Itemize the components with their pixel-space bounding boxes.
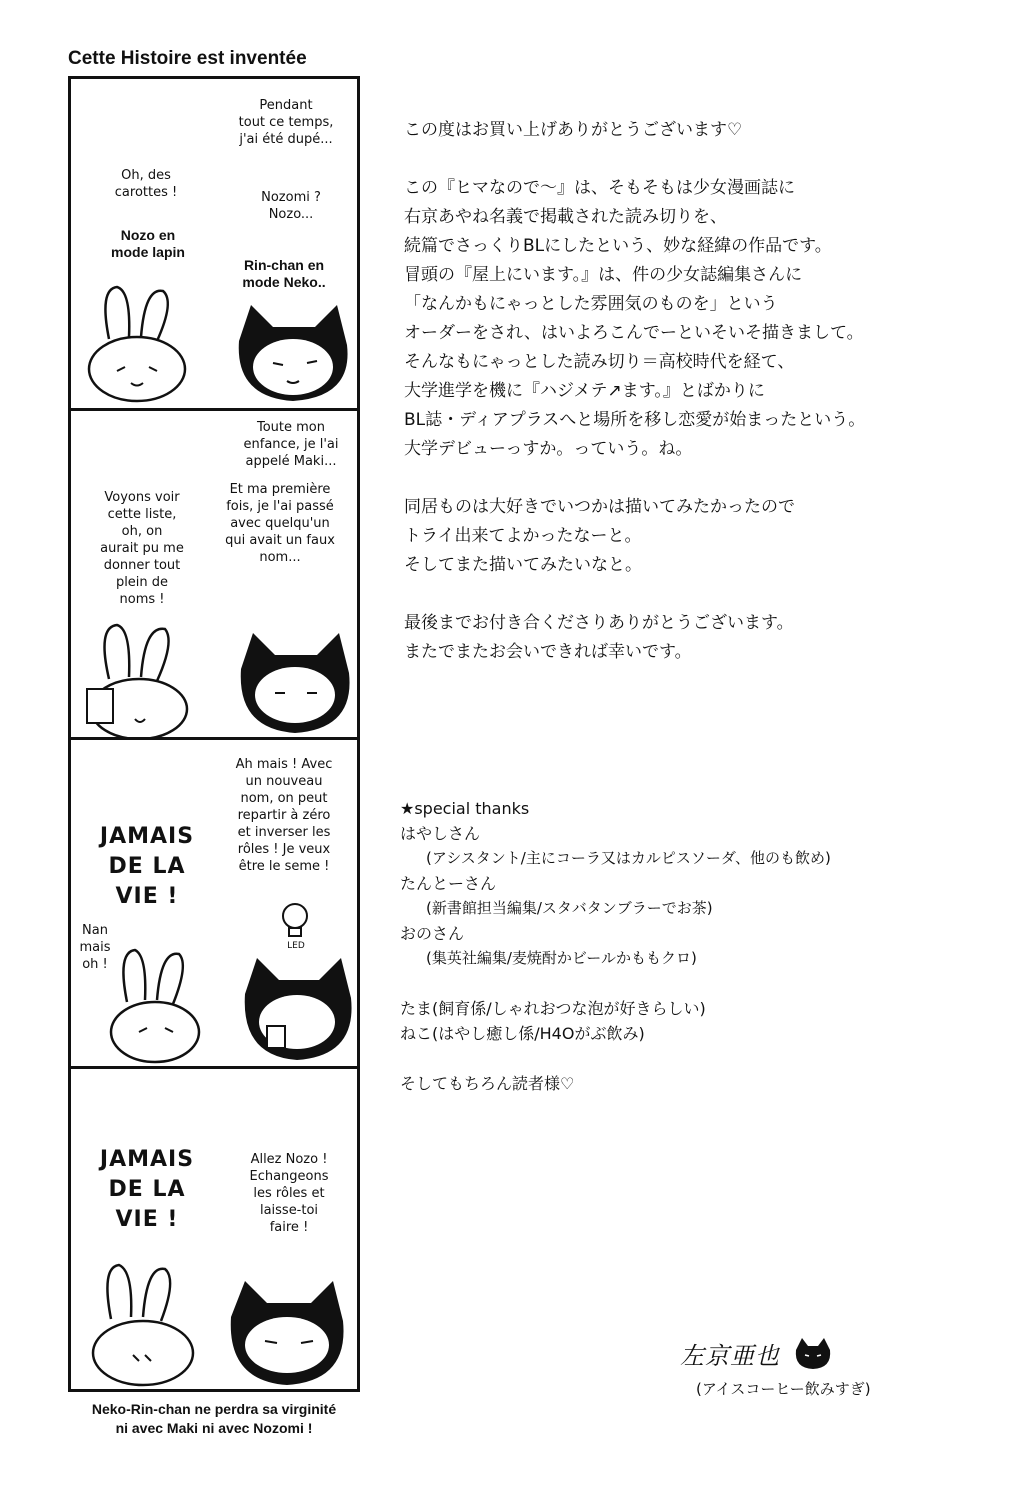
afterword-line: オーダーをされ、はいよろこんでーといそいそ描きまして。 — [404, 323, 864, 343]
thanks-row: はやしさん — [400, 824, 481, 843]
cat-character-drawing — [221, 1277, 357, 1389]
afterword-line: 大学デビューっすか。っていう。ね。 — [404, 439, 693, 459]
thanks-row: (新書館担当編集/スタバタンブラーでお茶) — [426, 899, 713, 917]
afterword-line: 右京あやね名義で掲載された読み切りを、 — [404, 207, 727, 227]
afterword-line: BL誌・ディアプラスへと場所を移し恋愛が始まったという。 — [404, 410, 866, 430]
strip-caption: Neko-Rin-chan ne perdra sa virginité ni avec Maki ni avec Nozomi ! — [91, 1401, 337, 1436]
speech-bubble: Et ma première fois, je l'ai passé avec quelqu'un qui avait un faux nom... — [225, 482, 335, 565]
thanks-row: たんとーさん — [400, 874, 497, 893]
comic-panel-1 — [71, 79, 357, 408]
thanks-heading: ★special thanks — [400, 799, 530, 818]
afterword-line: この度はお買い上げありがとうございます♡ — [404, 120, 743, 140]
caption-note: Rin-chan en mode Neko.. — [242, 257, 326, 290]
afterword-line: 最後までお付き合くださりありがとうございます。 — [404, 613, 794, 633]
afterword-line: 続篇でさっくりBLにしたという、妙な経緯の作品です。 — [404, 236, 832, 256]
afterword-line: この『ヒマなので～』は、そもそもは少女漫画誌に — [404, 178, 795, 198]
speech-bubble: Ah mais ! Avec un nouveau nom, on peut repartir à zéro et inverser les rôles ! Je veux être le seme ! — [235, 757, 333, 874]
afterword-line: 同居ものは大好きでいつかは描いてみたかったので — [404, 497, 795, 517]
comic-panel-2 — [71, 408, 357, 737]
thanks-row: (集英社編集/麦焼酎かビールかももクロ) — [426, 949, 697, 967]
comic-strip — [68, 76, 360, 1392]
afterword-line: 大学進学を機に『ハジメテ↗ます。』とばかりに — [404, 381, 765, 401]
rabbit-character-drawing — [99, 946, 211, 1064]
thanks-row: ねこ(はやし癒し係/H4Oがぶ飲み) — [400, 1024, 645, 1043]
afterword-line: 冒頭の『屋上にいます。』は、件の少女誌編集さんに — [404, 265, 803, 285]
afterword-line — [404, 145, 984, 174]
signature — [676, 1336, 956, 1416]
strip-title: Cette Histoire est inventée — [68, 48, 307, 69]
shout-text: JAMAIS DE LA VIE ! — [99, 824, 195, 909]
cat-character-drawing — [229, 301, 357, 405]
afterword-line: トライ出来てよかったなーと。 — [404, 526, 642, 546]
speech-bubble: Pendant tout ce temps, j'ai été dupé... — [238, 98, 334, 147]
rabbit-character-drawing — [79, 279, 209, 404]
afterword-line: またでまたお会いできれば幸いです。 — [404, 642, 692, 662]
cat-head-icon — [794, 1338, 832, 1370]
thanks-row: そしてもちろん読者様♡ — [400, 1074, 575, 1093]
afterword-line — [404, 580, 984, 609]
special-thanks — [400, 796, 980, 1096]
thanks-row — [400, 1046, 980, 1071]
comic-panel-3 — [71, 737, 357, 1066]
cat-character-drawing — [231, 629, 357, 737]
speech-bubble: Nozomi ? Nozo... — [261, 190, 321, 222]
thanks-row: おのさん — [400, 924, 465, 943]
afterword-line: 「なんかもにゃっとした雰囲気のものを」という — [404, 294, 778, 314]
caption-note: Nozo en mode lapin — [111, 227, 185, 260]
speech-bubble: Oh, des carottes ! — [114, 168, 178, 200]
thanks-row — [400, 971, 980, 996]
afterword-text — [404, 116, 984, 667]
shout-text: JAMAIS DE LA VIE ! — [99, 1147, 195, 1232]
afterword-line — [404, 464, 984, 493]
lamp-label: LED — [287, 941, 305, 951]
speech-bubble: Toute mon enfance, je l'ai appelé Maki... — [243, 420, 339, 469]
speech-bubble: Voyons voir cette liste, oh, on aurait pu me donner tout plein de noms ! — [100, 490, 184, 607]
afterword-line: そしてまた描いてみたいなと。 — [404, 555, 642, 575]
speech-bubble: Allez Nozo ! Echangeons les rôles et laisse-toi faire ! — [249, 1152, 329, 1235]
signature-name: 左京亜也 — [680, 1342, 780, 1370]
thanks-row: (アシスタント/主にコーラ又はカルピスソーダ、他のも飲め) — [426, 849, 831, 867]
signature-note: (アイスコーヒー飲みすぎ) — [696, 1380, 871, 1398]
afterword-line: そんなもにゃっとした読み切り＝高校時代を経て、 — [404, 352, 795, 372]
cat-character-drawing — [237, 954, 357, 1064]
thanks-row: たま(飼育係/しゃれおつな泡が好きらしい) — [400, 999, 706, 1018]
rabbit-character-drawing — [79, 619, 209, 737]
speech-bubble: Nan mais oh ! — [79, 923, 111, 972]
comic-panel-4 — [71, 1066, 357, 1389]
rabbit-character-drawing — [85, 1259, 211, 1389]
